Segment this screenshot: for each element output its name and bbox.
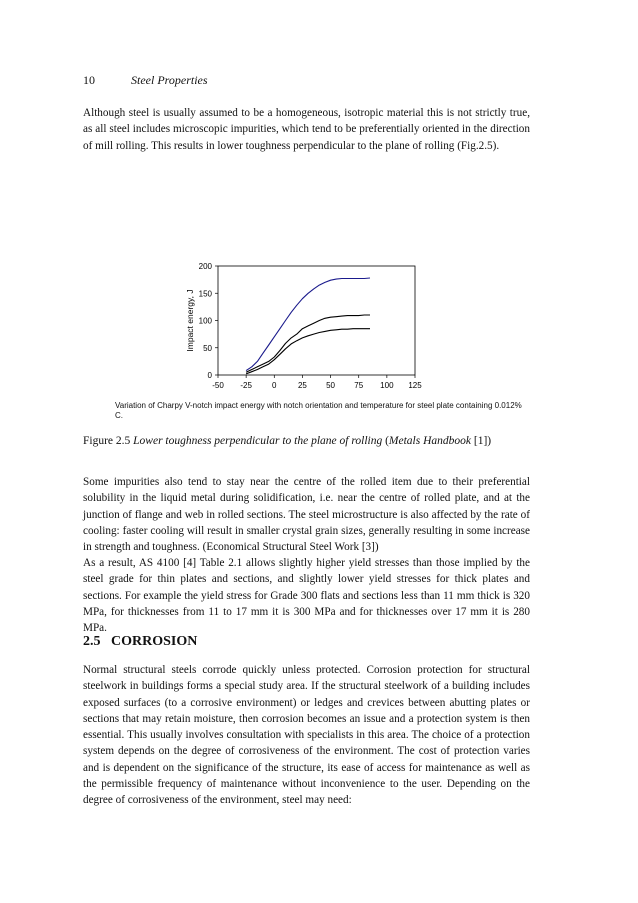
paragraph-impurities: Some impurities also tend to stay near the centre of the rolled item due to their preferential solubility in the liquid metal during solidification, i.e. near the centre of rolled plate, and at the junction of flange and web in rolled sections. The steel microstructure is also affected by the rate of cooling: faster cooling will result in smaller crystal grain sizes, generally resulting in some increase in strength and toughness. (Economical Structural Steel Work [3]) [83, 476, 530, 554]
x-tick-label: 75 [354, 381, 364, 390]
y-tick-label: 0 [207, 371, 212, 380]
plot-area-frame [218, 266, 415, 375]
section-heading [83, 634, 197, 650]
y-tick-label: 100 [198, 316, 212, 326]
chart-svg [100, 250, 430, 395]
figure-label: Figure 2.5 [83, 435, 131, 447]
x-tick-label: -25 [240, 381, 252, 390]
chart-caption: Variation of Charpy V-notch impact energy with notch orientation and temperature for steel plate containing 0.012% C. [115, 401, 522, 420]
x-tick-label: 100 [380, 381, 394, 390]
figure-caption [83, 435, 491, 447]
y-tick-label: 150 [198, 289, 212, 299]
page-header [83, 73, 208, 88]
x-tick-label: 0 [272, 381, 277, 390]
figure-caption-paren: ( [382, 435, 389, 447]
paragraph-corrosion: Normal structural steels corrode quickly unless protected. Corrosion protection for structural steelwork in buildings forms a special study area. If the structural steelwork of a building includes exposed surfaces (to a corrosive environment) or ledges and crevices between abutting plates or sections that may retain moisture, then corrosion becomes an issue and a protection system is then essential. This usually involves consultation with specialists in this area. The choice of a protection system depends on the degree of corrosiveness of the environment. The cost of protection varies and is dependent on the significance of the structure, its ease of access for maintenance as well as the permissible frequency of maintenance without inconvenience to the user. Depending on the degree of corrosiveness of the environment, steel may need: [83, 664, 530, 807]
x-tick-label: 25 [297, 381, 307, 390]
y-axis-label: Impact energy, J [185, 289, 195, 352]
series-line-2 [246, 315, 370, 372]
x-tick-label: -50 [212, 381, 224, 390]
page-number: 10 [83, 73, 95, 87]
series-line-1 [246, 278, 370, 371]
figure-caption-ref: [1]) [471, 435, 492, 447]
paragraph-as4100: As a result, AS 4100 [4] Table 2.1 allows slightly higher yield stresses than those implied by the steel grade for thin plates and sections, and slightly lower yield stresses for thick plates and sections. For example the yield stress for Grade 300 flats and sections less than 11 mm thick is 320 MPa, for thicknesses from 11 to 17 mm it is 300 MPa and for thicknesses over 17 mm it is 280 MPa. [83, 557, 530, 635]
section-title: CORROSION [111, 634, 198, 649]
impact-energy-chart [100, 250, 430, 400]
section-number: 2.5 [83, 634, 101, 649]
figure-caption-source: Metals Handbook [388, 435, 472, 447]
y-tick-label: 50 [203, 343, 212, 353]
figure-caption-title: Lower toughness perpendicular to the plane of rolling [133, 435, 383, 447]
y-tick-label: 200 [198, 262, 212, 271]
running-title: Steel Properties [131, 73, 208, 87]
x-tick-label: 125 [408, 381, 422, 390]
paragraph-intro: Although steel is usually assumed to be a homogeneous, isotropic material this is not strictly true, as all steel includes microscopic impurities, which tend to be preferentially oriented in the direction of mill rolling. This results in lower toughness perpendicular to the plane of rolling (Fig.2.5). [83, 107, 530, 152]
x-tick-label: 50 [326, 381, 336, 390]
